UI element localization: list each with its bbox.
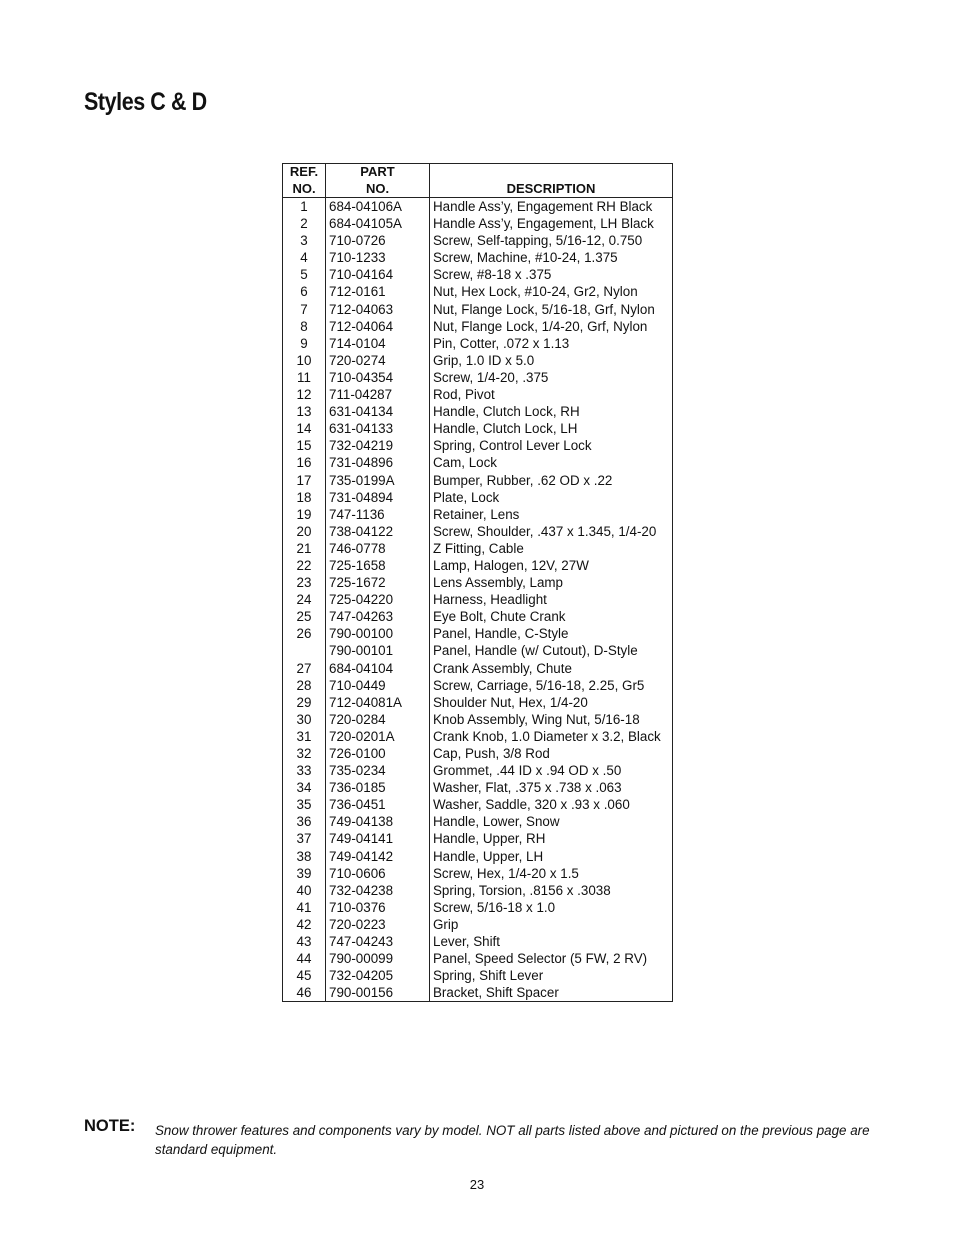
part-number-cell: 738-04122 — [326, 523, 430, 540]
description-cell: Grommet, .44 ID x .94 OD x .50 — [430, 762, 673, 779]
table-row — [283, 694, 673, 711]
table-row — [283, 933, 673, 950]
part-number-cell: 631-04134 — [326, 403, 430, 420]
ref-cell: 42 — [283, 916, 326, 933]
ref-cell: 9 — [283, 335, 326, 352]
ref-cell: 19 — [283, 506, 326, 523]
ref-cell: 35 — [283, 796, 326, 813]
description-cell: Crank Knob, 1.0 Diameter x 3.2, Black — [430, 728, 673, 745]
ref-cell: 21 — [283, 540, 326, 557]
part-number-cell: 736-0185 — [326, 779, 430, 796]
table-row — [283, 489, 673, 506]
description-cell: Panel, Handle (w/ Cutout), D-Style — [430, 642, 673, 659]
note-label: NOTE: — [84, 1117, 136, 1135]
ref-cell: 16 — [283, 454, 326, 471]
part-number-cell: 711-04287 — [326, 386, 430, 403]
description-cell: Rod, Pivot — [430, 386, 673, 403]
ref-cell: 18 — [283, 489, 326, 506]
description-cell: Retainer, Lens — [430, 506, 673, 523]
header-ref-no — [283, 164, 326, 198]
part-number-cell: 710-04354 — [326, 369, 430, 386]
description-cell: Handle, Upper, LH — [430, 848, 673, 865]
description-cell: Screw, Carriage, 5/16-18, 2.25, Gr5 — [430, 677, 673, 694]
ref-cell: 4 — [283, 249, 326, 266]
table-row — [283, 506, 673, 523]
description-cell: Washer, Saddle, 320 x .93 x .060 — [430, 796, 673, 813]
part-number-cell: 684-04104 — [326, 660, 430, 677]
ref-cell: 36 — [283, 813, 326, 830]
header-description: DESCRIPTION — [430, 164, 673, 198]
part-number-cell: 710-0376 — [326, 899, 430, 916]
part-number-cell: 747-04243 — [326, 933, 430, 950]
part-number-cell: 712-04064 — [326, 318, 430, 335]
ref-cell: 14 — [283, 420, 326, 437]
ref-cell: 17 — [283, 472, 326, 489]
ref-cell: 41 — [283, 899, 326, 916]
description-cell: Bracket, Shift Spacer — [430, 984, 673, 1002]
part-number-cell: 746-0778 — [326, 540, 430, 557]
description-cell: Handle Ass’y, Engagement, LH Black — [430, 215, 673, 232]
header-ref-line2: NO. — [292, 180, 316, 196]
table-row — [283, 472, 673, 489]
ref-cell: 7 — [283, 301, 326, 318]
table-row — [283, 865, 673, 882]
part-number-cell: 732-04219 — [326, 437, 430, 454]
part-number-cell: 710-1233 — [326, 249, 430, 266]
table-row — [283, 848, 673, 865]
ref-cell: 27 — [283, 660, 326, 677]
table-row — [283, 916, 673, 933]
table-row — [283, 984, 673, 1002]
table-row — [283, 437, 673, 454]
table-row — [283, 813, 673, 830]
description-cell: Panel, Handle, C-Style — [430, 625, 673, 642]
description-cell: Eye Bolt, Chute Crank — [430, 608, 673, 625]
ref-cell: 3 — [283, 232, 326, 249]
description-cell: Handle, Upper, RH — [430, 830, 673, 847]
parts-table — [282, 163, 673, 1002]
ref-cell: 23 — [283, 574, 326, 591]
description-cell: Washer, Flat, .375 x .738 x .063 — [430, 779, 673, 796]
description-cell: Handle Ass’y, Engagement RH Black — [430, 198, 673, 216]
description-cell: Screw, Machine, #10-24, 1.375 — [430, 249, 673, 266]
table-row — [283, 198, 673, 216]
part-number-cell: 710-0726 — [326, 232, 430, 249]
table-row — [283, 369, 673, 386]
table-row — [283, 745, 673, 762]
ref-cell: 34 — [283, 779, 326, 796]
description-cell: Crank Assembly, Chute — [430, 660, 673, 677]
ref-cell: 15 — [283, 437, 326, 454]
table-row — [283, 574, 673, 591]
table-row — [283, 557, 673, 574]
header-part-line2: NO. — [365, 180, 390, 196]
table-row — [283, 403, 673, 420]
description-cell: Spring, Torsion, .8156 x .3038 — [430, 882, 673, 899]
part-number-cell: 684-04106A — [326, 198, 430, 216]
table-row — [283, 779, 673, 796]
table-row — [283, 454, 673, 471]
ref-cell: 30 — [283, 711, 326, 728]
part-number-cell: 720-0284 — [326, 711, 430, 728]
part-number-cell: 749-04142 — [326, 848, 430, 865]
ref-cell: 22 — [283, 557, 326, 574]
ref-cell: 32 — [283, 745, 326, 762]
part-number-cell: 712-04063 — [326, 301, 430, 318]
part-number-cell: 731-04896 — [326, 454, 430, 471]
part-number-cell: 735-0234 — [326, 762, 430, 779]
description-cell: Knob Assembly, Wing Nut, 5/16-18 — [430, 711, 673, 728]
table-row — [283, 283, 673, 300]
ref-cell: 11 — [283, 369, 326, 386]
description-cell: Nut, Flange Lock, 1/4-20, Grf, Nylon — [430, 318, 673, 335]
table-row — [283, 642, 673, 659]
table-row — [283, 660, 673, 677]
ref-cell: 31 — [283, 728, 326, 745]
description-cell: Bumper, Rubber, .62 OD x .22 — [430, 472, 673, 489]
description-cell: Plate, Lock — [430, 489, 673, 506]
description-cell: Grip — [430, 916, 673, 933]
part-number-cell: 684-04105A — [326, 215, 430, 232]
table-row — [283, 967, 673, 984]
part-number-cell: 790-00156 — [326, 984, 430, 1002]
table-row — [283, 608, 673, 625]
part-number-cell: 731-04894 — [326, 489, 430, 506]
description-cell: Lever, Shift — [430, 933, 673, 950]
part-number-cell: 732-04238 — [326, 882, 430, 899]
description-cell: Handle, Lower, Snow — [430, 813, 673, 830]
table-row — [283, 232, 673, 249]
description-cell: Shoulder Nut, Hex, 1/4-20 — [430, 694, 673, 711]
ref-cell: 26 — [283, 625, 326, 642]
ref-cell: 29 — [283, 694, 326, 711]
page-title: Styles C & D — [84, 88, 207, 116]
table-row — [283, 301, 673, 318]
part-number-cell: 790-00099 — [326, 950, 430, 967]
ref-cell: 25 — [283, 608, 326, 625]
table-row — [283, 711, 673, 728]
table-row — [283, 335, 673, 352]
description-cell: Lens Assembly, Lamp — [430, 574, 673, 591]
table-row — [283, 882, 673, 899]
description-cell: Handle, Clutch Lock, RH — [430, 403, 673, 420]
description-cell: Pin, Cotter, .072 x 1.13 — [430, 335, 673, 352]
description-cell: Cam, Lock — [430, 454, 673, 471]
description-cell: Screw, 1/4-20, .375 — [430, 369, 673, 386]
table-row — [283, 420, 673, 437]
part-number-cell: 732-04205 — [326, 967, 430, 984]
ref-cell: 38 — [283, 848, 326, 865]
part-number-cell: 725-1658 — [326, 557, 430, 574]
part-number-cell: 747-04263 — [326, 608, 430, 625]
note-text: Snow thrower features and components vary by model. NOT all parts listed above and pictured on the previous page are standard equipment. — [155, 1123, 870, 1157]
part-number-cell: 726-0100 — [326, 745, 430, 762]
ref-cell: 1 — [283, 198, 326, 216]
part-number-cell: 749-04141 — [326, 830, 430, 847]
table-row — [283, 625, 673, 642]
part-number-cell: 720-0274 — [326, 352, 430, 369]
header-part-line1: PART — [360, 164, 395, 179]
part-number-cell: 736-0451 — [326, 796, 430, 813]
ref-cell: 2 — [283, 215, 326, 232]
ref-cell: 6 — [283, 283, 326, 300]
part-number-cell: 720-0201A — [326, 728, 430, 745]
ref-cell: 44 — [283, 950, 326, 967]
part-number-cell: 735-0199A — [326, 472, 430, 489]
ref-cell: 46 — [283, 984, 326, 1002]
part-number-cell: 710-0449 — [326, 677, 430, 694]
parts-table-body — [283, 198, 673, 1002]
description-cell: Spring, Control Lever Lock — [430, 437, 673, 454]
table-row — [283, 830, 673, 847]
description-cell: Screw, Shoulder, .437 x 1.345, 1/4-20 — [430, 523, 673, 540]
table-row — [283, 540, 673, 557]
part-number-cell: 790-00101 — [326, 642, 430, 659]
ref-cell: 37 — [283, 830, 326, 847]
description-cell: Panel, Speed Selector (5 FW, 2 RV) — [430, 950, 673, 967]
ref-cell: 33 — [283, 762, 326, 779]
table-row — [283, 677, 673, 694]
description-cell: Grip, 1.0 ID x 5.0 — [430, 352, 673, 369]
page-number: 23 — [469, 1177, 485, 1192]
ref-cell: 13 — [283, 403, 326, 420]
header-ref-line1: REF. — [289, 164, 319, 179]
ref-cell: 20 — [283, 523, 326, 540]
ref-cell — [283, 642, 326, 659]
description-cell: Nut, Hex Lock, #10-24, Gr2, Nylon — [430, 283, 673, 300]
part-number-cell: 720-0223 — [326, 916, 430, 933]
description-cell: Z Fitting, Cable — [430, 540, 673, 557]
part-number-cell: 714-0104 — [326, 335, 430, 352]
part-number-cell: 710-04164 — [326, 266, 430, 283]
ref-cell: 12 — [283, 386, 326, 403]
ref-cell: 8 — [283, 318, 326, 335]
table-row — [283, 762, 673, 779]
part-number-cell: 712-0161 — [326, 283, 430, 300]
description-cell: Handle, Clutch Lock, LH — [430, 420, 673, 437]
table-row — [283, 215, 673, 232]
description-cell: Screw, 5/16-18 x 1.0 — [430, 899, 673, 916]
ref-cell: 45 — [283, 967, 326, 984]
part-number-cell: 725-04220 — [326, 591, 430, 608]
table-row — [283, 796, 673, 813]
part-number-cell: 747-1136 — [326, 506, 430, 523]
table-row — [283, 318, 673, 335]
description-cell: Cap, Push, 3/8 Rod — [430, 745, 673, 762]
part-number-cell: 710-0606 — [326, 865, 430, 882]
part-number-cell: 631-04133 — [326, 420, 430, 437]
ref-cell: 5 — [283, 266, 326, 283]
ref-cell: 43 — [283, 933, 326, 950]
table-header-row — [283, 164, 673, 198]
description-cell: Screw, Self-tapping, 5/16-12, 0.750 — [430, 232, 673, 249]
table-row — [283, 249, 673, 266]
ref-cell: 28 — [283, 677, 326, 694]
part-number-cell: 712-04081A — [326, 694, 430, 711]
table-row — [283, 591, 673, 608]
table-row — [283, 728, 673, 745]
ref-cell: 10 — [283, 352, 326, 369]
ref-cell: 40 — [283, 882, 326, 899]
table-row — [283, 950, 673, 967]
part-number-cell: 790-00100 — [326, 625, 430, 642]
description-cell: Screw, Hex, 1/4-20 x 1.5 — [430, 865, 673, 882]
part-number-cell: 725-1672 — [326, 574, 430, 591]
table-row — [283, 899, 673, 916]
description-cell: Nut, Flange Lock, 5/16-18, Grf, Nylon — [430, 301, 673, 318]
table-row — [283, 386, 673, 403]
table-row — [283, 266, 673, 283]
description-cell: Lamp, Halogen, 12V, 27W — [430, 557, 673, 574]
table-row — [283, 523, 673, 540]
ref-cell: 24 — [283, 591, 326, 608]
header-part-no — [326, 164, 430, 198]
table-row — [283, 352, 673, 369]
description-cell: Screw, #8-18 x .375 — [430, 266, 673, 283]
part-number-cell: 749-04138 — [326, 813, 430, 830]
ref-cell: 39 — [283, 865, 326, 882]
description-cell: Harness, Headlight — [430, 591, 673, 608]
description-cell: Spring, Shift Lever — [430, 967, 673, 984]
